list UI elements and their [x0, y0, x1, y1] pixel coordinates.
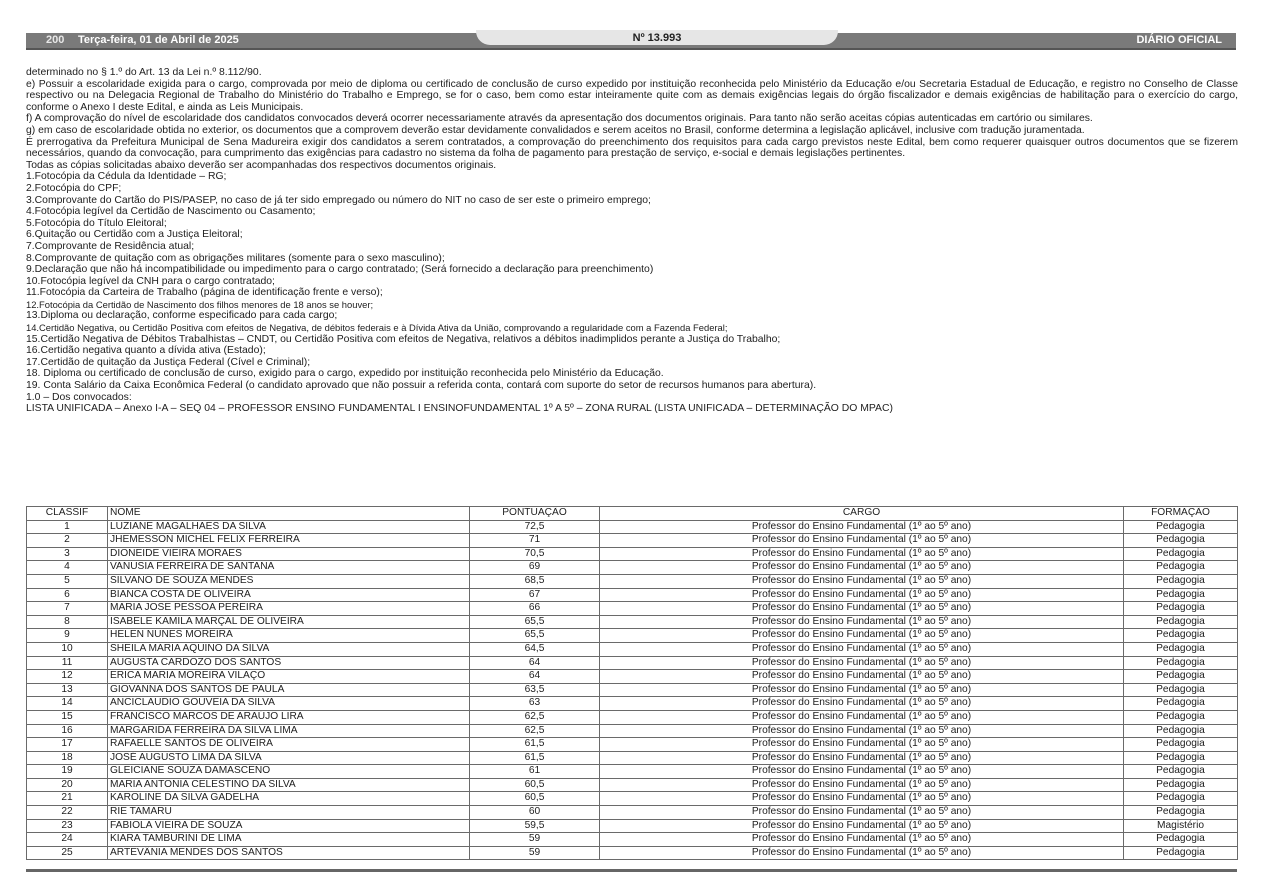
list-item: 1.Fotocópia da Cédula da Identidade – RG;	[26, 171, 227, 183]
cell-classif: 10	[27, 642, 108, 656]
cell-formacao: Pedagogia	[1124, 615, 1238, 629]
cell-nome: FABIOLA VIEIRA DE SOUZA	[108, 819, 470, 833]
table-row	[27, 534, 1238, 548]
list-item: 10.Fotocópia legível da CNH para o cargo contratado;	[26, 275, 275, 287]
table-row	[27, 520, 1238, 534]
cell-formacao: Pedagogia	[1124, 547, 1238, 561]
cell-nome: ISABELE KAMILA MARÇAL DE OLIVEIRA	[108, 615, 470, 629]
cell-classif: 8	[27, 615, 108, 629]
cell-pontuacao: 63,5	[470, 683, 600, 697]
cell-pontuacao: 71	[470, 534, 600, 548]
cell-formacao: Pedagogia	[1124, 738, 1238, 752]
cell-nome: KAROLINE DA SILVA GADELHA	[108, 792, 470, 806]
list-item: 16.Certidão negativa quanto a dívida ativa (Estado);	[26, 345, 266, 357]
cell-classif: 20	[27, 778, 108, 792]
cell-formacao: Pedagogia	[1124, 724, 1238, 738]
cell-pontuacao: 72,5	[470, 520, 600, 534]
cell-formacao: Pedagogia	[1124, 683, 1238, 697]
cell-cargo: Professor do Ensino Fundamental (1º ao 5º ano)	[600, 710, 1124, 724]
cell-classif: 3	[27, 547, 108, 561]
cell-cargo: Professor do Ensino Fundamental (1º ao 5º ano)	[600, 547, 1124, 561]
header-rule	[26, 48, 1236, 50]
cell-cargo: Professor do Ensino Fundamental (1º ao 5º ano)	[600, 819, 1124, 833]
cell-classif: 2	[27, 534, 108, 548]
cell-nome: ARTEVÂNIA MENDES DOS SANTOS	[108, 846, 470, 860]
cell-formacao: Pedagogia	[1124, 656, 1238, 670]
table-row	[27, 561, 1238, 575]
cell-classif: 18	[27, 751, 108, 765]
table-row	[27, 642, 1238, 656]
cell-pontuacao: 60,5	[470, 792, 600, 806]
cell-formacao: Pedagogia	[1124, 792, 1238, 806]
paragraph: É prerrogativa da Prefeitura Municipal de Sena Madureira exigir dos candidatos a serem contratados, a comprovação do preenchimento dos requisitos para cada cargo previstos neste Edital, bem como requerer quaisquer outros documentos que se fizerem necessários, quando da convocação, para cumprimento das exigências para cadastro no sistema da folha de pagamento para prestação de serviço, e-social e demais legislações pertinentes.	[26, 136, 1238, 160]
table-row	[27, 670, 1238, 684]
cell-cargo: Professor do Ensino Fundamental (1º ao 5º ano)	[600, 615, 1124, 629]
cell-nome: AUGUSTA CARDOZO DOS SANTOS	[108, 656, 470, 670]
table-row	[27, 588, 1238, 602]
cell-cargo: Professor do Ensino Fundamental (1º ao 5º ano)	[600, 588, 1124, 602]
table-row	[27, 629, 1238, 643]
paragraph: Todas as cópias solicitadas abaixo deverão ser acompanhadas dos respectivos documentos originais.	[26, 159, 497, 171]
list-item: 8.Comprovante de quitação com as obrigações militares (somente para o sexo masculino);	[26, 252, 445, 264]
list-item: 15.Certidão Negativa de Débitos Trabalhistas – CNDT, ou Certidão Positiva com efeitos de Negativa, relativos a débitos inadimplidos perante a Justiça do Trabalho;	[26, 333, 781, 345]
table-row	[27, 778, 1238, 792]
cell-nome: FRANCISCO MARCOS DE ARAÚJO LIRA	[108, 710, 470, 724]
table-row	[27, 602, 1238, 616]
cell-nome: VANUSIA FERREIRA DE SANTANA	[108, 561, 470, 575]
list-item: LISTA UNIFICADA – Anexo I-A – SEQ 04 – PROFESSOR ENSINO FUNDAMENTAL I ENSINOFUNDAMENTAL 1º A 5º – ZONA RURAL (LISTA UNIFICADA – DETERMINAÇÃO DO MPAC)	[26, 403, 893, 415]
footer-rule	[26, 869, 1237, 872]
header-formacao: FORMAÇÃO	[1124, 507, 1238, 521]
cell-formacao: Pedagogia	[1124, 574, 1238, 588]
cell-nome: SILVANO DE SOUZA MENDES	[108, 574, 470, 588]
cell-cargo: Professor do Ensino Fundamental (1º ao 5º ano)	[600, 656, 1124, 670]
cell-formacao: Pedagogia	[1124, 520, 1238, 534]
cell-formacao: Pedagogia	[1124, 751, 1238, 765]
cell-formacao: Pedagogia	[1124, 629, 1238, 643]
cell-cargo: Professor do Ensino Fundamental (1º ao 5º ano)	[600, 629, 1124, 643]
cell-pontuacao: 59,5	[470, 819, 600, 833]
cell-classif: 16	[27, 724, 108, 738]
document-body	[26, 67, 1238, 415]
paragraph: e) Possuir a escolaridade exigida para o cargo, comprovada por meio de diploma ou certificado de conclusão de curso expedido por instituição reconhecida pelo Ministério da Educação e/ou Secretaria Estadual de Educação, e registro no Conselho de Classe respectivo ou na Delegacia Regional de Trabalho do Ministério do Trabalho e Emprego, se for o caso, bem como estar inteiramente quite com as demais exigências legais do órgão fiscalizador e demais exigências de habilitação para o exercício do cargo, conforme o Anexo I deste Edital, e ainda as Leis Municipais.	[26, 78, 1238, 113]
cell-formacao: Pedagogia	[1124, 833, 1238, 847]
cell-pontuacao: 61,5	[470, 751, 600, 765]
cell-formacao: Pedagogia	[1124, 588, 1238, 602]
cell-pontuacao: 68,5	[470, 574, 600, 588]
cell-classif: 5	[27, 574, 108, 588]
cell-nome: BIANCA COSTA DE OLIVEIRA	[108, 588, 470, 602]
cell-classif: 22	[27, 806, 108, 820]
cell-nome: RIE TAMARU	[108, 806, 470, 820]
cell-nome: RAFAELLE SANTOS DE OLIVEIRA	[108, 738, 470, 752]
cell-pontuacao: 69	[470, 561, 600, 575]
table-row	[27, 792, 1238, 806]
cell-pontuacao: 59	[470, 846, 600, 860]
edition-number: Nº 13.993	[632, 32, 682, 44]
table-header-row	[27, 507, 1238, 521]
cell-nome: GIOVANNA DOS SANTOS DE PAULA	[108, 683, 470, 697]
convocados-table	[26, 506, 1238, 860]
cell-pontuacao: 59	[470, 833, 600, 847]
paragraph: f) A comprovação do nível de escolaridade dos candidatos convocados deverá ocorrer necessariamente através da apresentação dos documentos originais. Para tanto não serão aceitas cópias autenticadas em cartório ou similares.	[26, 113, 1093, 125]
cell-classif: 15	[27, 710, 108, 724]
list-item: 6.Quitação ou Certidão com a Justiça Eleitoral;	[26, 229, 243, 241]
paragraph: determinado no § 1.º do Art. 13 da Lei n.º 8.112/90.	[26, 67, 262, 78]
cell-cargo: Professor do Ensino Fundamental (1º ao 5º ano)	[600, 724, 1124, 738]
cell-cargo: Professor do Ensino Fundamental (1º ao 5º ano)	[600, 697, 1124, 711]
table-row	[27, 615, 1238, 629]
paragraph: g) em caso de escolaridade obtida no exterior, os documentos que a comprovem deverão estar devidamente convalidados e serem aceitos no Brasil, conforme determina a legislação aplicável, inclusive com tradução juramentada.	[26, 124, 1085, 136]
list-item: 19. Conta Salário da Caixa Econômica Federal (o candidato aprovado que não possuir a referida conta, contará com suporte do setor de recursos humanos para abertura).	[26, 380, 817, 392]
cell-pontuacao: 64	[470, 670, 600, 684]
table-row	[27, 819, 1238, 833]
cell-nome: MARIA JOSE PESSOA PEREIRA	[108, 602, 470, 616]
convocados-table-wrapper	[26, 506, 1237, 860]
list-item: 2.Fotocópia do CPF;	[26, 182, 122, 194]
cell-cargo: Professor do Ensino Fundamental (1º ao 5º ano)	[600, 561, 1124, 575]
table-row	[27, 724, 1238, 738]
cell-nome: DIONEIDE VIEIRA MORAES	[108, 547, 470, 561]
cell-cargo: Professor do Ensino Fundamental (1º ao 5º ano)	[600, 751, 1124, 765]
cell-pontuacao: 66	[470, 602, 600, 616]
table-row	[27, 833, 1238, 847]
cell-pontuacao: 60	[470, 806, 600, 820]
cell-classif: 9	[27, 629, 108, 643]
cell-cargo: Professor do Ensino Fundamental (1º ao 5º ano)	[600, 534, 1124, 548]
list-item: 9.Declaração que não há incompatibilidade ou impedimento para o cargo contratado; (Será fornecido a declaração para preenchimento)	[26, 264, 654, 276]
cell-classif: 17	[27, 738, 108, 752]
cell-pontuacao: 67	[470, 588, 600, 602]
cell-formacao: Pedagogia	[1124, 710, 1238, 724]
cell-formacao: Pedagogia	[1124, 670, 1238, 684]
cell-classif: 24	[27, 833, 108, 847]
cell-formacao: Pedagogia	[1124, 642, 1238, 656]
cell-cargo: Professor do Ensino Fundamental (1º ao 5º ano)	[600, 683, 1124, 697]
header-nome: NOME	[108, 507, 470, 521]
list-item: 14.Certidão Negativa, ou Certidão Positiva com efeitos de Negativa, de débitos federais e à Dívida Ativa da União, comprovando a regularidade com a Fazenda Federal;	[26, 322, 728, 334]
table-row	[27, 683, 1238, 697]
cell-cargo: Professor do Ensino Fundamental (1º ao 5º ano)	[600, 642, 1124, 656]
cell-cargo: Professor do Ensino Fundamental (1º ao 5º ano)	[600, 833, 1124, 847]
cell-cargo: Professor do Ensino Fundamental (1º ao 5º ano)	[600, 574, 1124, 588]
cell-cargo: Professor do Ensino Fundamental (1º ao 5º ano)	[600, 765, 1124, 779]
table-row	[27, 846, 1238, 860]
cell-classif: 4	[27, 561, 108, 575]
cell-pontuacao: 64	[470, 656, 600, 670]
cell-formacao: Pedagogia	[1124, 765, 1238, 779]
list-item: 18. Diploma ou certificado de conclusão de curso, exigido para o cargo, expedido por instituição reconhecida pelo Ministério da Educação.	[26, 368, 664, 380]
cell-pontuacao: 64,5	[470, 642, 600, 656]
cell-pontuacao: 65,5	[470, 615, 600, 629]
list-item: 4.Fotocópia legível da Certidão de Nascimento ou Casamento;	[26, 206, 316, 218]
cell-formacao: Pedagogia	[1124, 806, 1238, 820]
cell-nome: JOSÉ AUGUSTO LIMA DA SILVA	[108, 751, 470, 765]
cell-classif: 21	[27, 792, 108, 806]
cell-formacao: Pedagogia	[1124, 534, 1238, 548]
header-pontuacao: PONTUAÇÃO	[470, 507, 600, 521]
table-row	[27, 710, 1238, 724]
document-list	[26, 171, 1238, 414]
cell-pontuacao: 70,5	[470, 547, 600, 561]
cell-formacao: Pedagogia	[1124, 602, 1238, 616]
page-header	[26, 30, 1236, 50]
cell-formacao: Magistério	[1124, 819, 1238, 833]
cell-formacao: Pedagogia	[1124, 561, 1238, 575]
cell-cargo: Professor do Ensino Fundamental (1º ao 5º ano)	[600, 806, 1124, 820]
cell-pontuacao: 60,5	[470, 778, 600, 792]
header-classif: CLASSIF	[27, 507, 108, 521]
cell-classif: 11	[27, 656, 108, 670]
cell-nome: JHEMESSON MICHEL FELIX FERREIRA	[108, 534, 470, 548]
cell-nome: KIARA TAMBURINI DE LIMA	[108, 833, 470, 847]
list-item: 17.Certidão de quitação da Justiça Federal (Cível e Criminal);	[26, 356, 311, 368]
cell-nome: HELEN NUNES MOREIRA	[108, 629, 470, 643]
table-row	[27, 574, 1238, 588]
cell-classif: 7	[27, 602, 108, 616]
cell-nome: MARIA ANTONIA CELESTINO DA SILVA	[108, 778, 470, 792]
cell-cargo: Professor do Ensino Fundamental (1º ao 5º ano)	[600, 520, 1124, 534]
cell-nome: LUZIANE MAGALHAES DA SILVA	[108, 520, 470, 534]
table-row	[27, 765, 1238, 779]
cell-cargo: Professor do Ensino Fundamental (1º ao 5º ano)	[600, 778, 1124, 792]
cell-classif: 19	[27, 765, 108, 779]
cell-pontuacao: 61,5	[470, 738, 600, 752]
cell-pontuacao: 62,5	[470, 710, 600, 724]
cell-pontuacao: 62,5	[470, 724, 600, 738]
cell-nome: GLEICIANE SOUZA DAMASCENO	[108, 765, 470, 779]
table-row	[27, 656, 1238, 670]
cell-classif: 25	[27, 846, 108, 860]
header-cargo: CARGO	[600, 507, 1124, 521]
cell-classif: 6	[27, 588, 108, 602]
list-item: 13.Diploma ou declaração, conforme especificado para cada cargo;	[26, 310, 338, 322]
table-body	[27, 520, 1238, 860]
cell-nome: SHEILA MARIA AQUINO DA SILVA	[108, 642, 470, 656]
list-item: 5.Fotocópia do Título Eleitoral;	[26, 217, 167, 229]
cell-pontuacao: 65,5	[470, 629, 600, 643]
edition-date: Terça-feira, 01 de Abril de 2025	[78, 34, 239, 46]
table-row	[27, 806, 1238, 820]
cell-nome: ERICA MARIA MOREIRA VILAÇO	[108, 670, 470, 684]
list-item: 3.Comprovante do Cartão do PIS/PASEP, no caso de já ter sido empregado ou número do NIT no caso de ser este o primeiro emprego;	[26, 194, 651, 206]
page-number: 200	[46, 34, 65, 46]
cell-classif: 12	[27, 670, 108, 684]
list-item: 12.Fotocópia da Certidão de Nascimento dos filhos menores de 18 anos se houver;	[26, 298, 374, 310]
cell-cargo: Professor do Ensino Fundamental (1º ao 5º ano)	[600, 602, 1124, 616]
cell-pontuacao: 61	[470, 765, 600, 779]
cell-formacao: Pedagogia	[1124, 846, 1238, 860]
cell-classif: 1	[27, 520, 108, 534]
cell-classif: 14	[27, 697, 108, 711]
cell-classif: 23	[27, 819, 108, 833]
publication-title: DIÁRIO OFICIAL	[1136, 34, 1222, 46]
table-row	[27, 697, 1238, 711]
list-item: 7.Comprovante de Residência atual;	[26, 240, 195, 252]
table-row	[27, 547, 1238, 561]
cell-classif: 13	[27, 683, 108, 697]
paragraph-block	[26, 67, 1238, 171]
list-item: 1.0 – Dos convocados:	[26, 391, 132, 403]
table-row	[27, 738, 1238, 752]
table-row	[27, 751, 1238, 765]
cell-cargo: Professor do Ensino Fundamental (1º ao 5º ano)	[600, 738, 1124, 752]
cell-cargo: Professor do Ensino Fundamental (1º ao 5º ano)	[600, 846, 1124, 860]
cell-formacao: Pedagogia	[1124, 778, 1238, 792]
cell-cargo: Professor do Ensino Fundamental (1º ao 5º ano)	[600, 670, 1124, 684]
list-item: 11.Fotocópia da Carteira de Trabalho (página de identificação frente e verso);	[26, 287, 383, 299]
cell-cargo: Professor do Ensino Fundamental (1º ao 5º ano)	[600, 792, 1124, 806]
cell-pontuacao: 63	[470, 697, 600, 711]
cell-nome: ANCICLAUDIO GOUVEIA DA SILVA	[108, 697, 470, 711]
cell-nome: MARGARIDA FERREIRA DA SILVA LIMA	[108, 724, 470, 738]
cell-formacao: Pedagogia	[1124, 697, 1238, 711]
